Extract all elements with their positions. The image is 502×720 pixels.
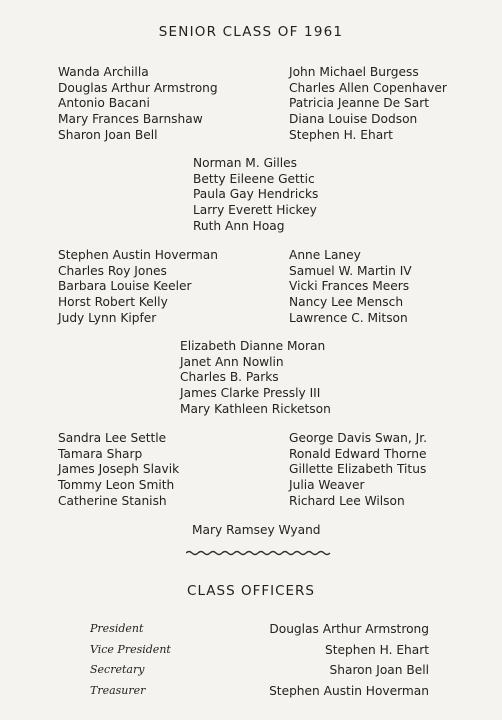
student-name: Wanda Archilla [58, 65, 149, 79]
name-column-center-3 [192, 523, 321, 539]
student-name: Judy Lynn Kipfer [58, 310, 157, 325]
student-name: James Joseph Slavik [58, 462, 180, 477]
officer-role: President [90, 622, 144, 635]
page-title: SENIOR CLASS OF 1961 [158, 24, 344, 40]
student-name: Gillette Elizabeth Titus [289, 462, 427, 477]
student-name: Charles B. Parks [180, 370, 279, 385]
student-name: Antonio Bacani [58, 96, 150, 111]
student-name: Nancy Lee Mensch [289, 295, 404, 310]
officers-heading: CLASS OFFICERS [187, 583, 315, 599]
student-name: Larry Everett Hickey [193, 203, 317, 218]
officer-roles [90, 619, 171, 701]
officer-role: Treasurer [90, 683, 146, 697]
wavy-divider [186, 550, 332, 556]
officer-role: Secretary [90, 663, 145, 676]
name-column-left-3 [58, 431, 179, 509]
student-name: Sandra Lee Settle [58, 431, 167, 445]
student-name: Diana Louise Dodson [289, 112, 418, 127]
student-name: Paula Gay Hendricks [193, 187, 319, 202]
student-name: Charles Roy Jones [58, 263, 167, 278]
student-name: Elizabeth Dianne Moran [180, 339, 326, 353]
student-name: Patricia Jeanne De Sart [289, 96, 430, 111]
student-name: Tamara Sharp [58, 446, 143, 461]
student-name: Tommy Leon Smith [58, 478, 175, 493]
student-name: Stephen H. Ehart [289, 127, 393, 142]
student-name: George Davis Swan, Jr. [289, 431, 427, 445]
student-name: Mary Kathleen Ricketson [180, 401, 331, 416]
student-name: Betty Eileene Gettic [193, 171, 315, 186]
officer-name: Stephen Austin Hoverman [269, 683, 429, 698]
student-name: Ronald Edward Thorne [289, 446, 427, 461]
student-name: James Clarke Pressly III [180, 386, 321, 401]
officer-role: Vice President [90, 642, 171, 656]
student-name: Anne Laney [289, 248, 361, 262]
name-column-right-3 [289, 431, 427, 509]
name-column-center-1 [193, 156, 318, 234]
officer-names [269, 619, 429, 701]
student-name: Charles Allen Copenhaver [289, 80, 447, 95]
student-name: Vicki Frances Meers [289, 279, 410, 294]
student-name: Samuel W. Martin IV [289, 263, 412, 278]
student-name: Horst Robert Kelly [58, 295, 168, 310]
name-column-left-1 [58, 65, 218, 143]
student-name: Ruth Ann Hoag [193, 218, 285, 233]
student-name: Mary Frances Barnshaw [58, 112, 203, 127]
name-column-center-2 [180, 339, 331, 417]
student-name: Lawrence C. Mitson [289, 310, 408, 325]
student-name: Mary Ramsey Wyand [192, 523, 321, 537]
officer-name: Sharon Joan Bell [329, 663, 429, 677]
student-name: Catherine Stanish [58, 493, 167, 508]
student-name: Julia Weaver [289, 478, 365, 493]
student-name: Janet Ann Nowlin [180, 354, 284, 369]
name-column-right-2 [289, 248, 412, 326]
student-name: Sharon Joan Bell [58, 127, 158, 142]
officer-name: Stephen H. Ehart [325, 642, 429, 657]
student-name: Richard Lee Wilson [289, 493, 405, 508]
officer-name: Douglas Arthur Armstrong [269, 622, 429, 636]
name-column-left-2 [58, 248, 218, 326]
name-column-right-1 [289, 65, 447, 143]
student-name: Norman M. Gilles [193, 156, 298, 170]
student-name: Stephen Austin Hoverman [58, 248, 218, 262]
student-name: Douglas Arthur Armstrong [58, 80, 218, 95]
student-name: Barbara Louise Keeler [58, 279, 192, 294]
student-name: John Michael Burgess [289, 65, 419, 79]
